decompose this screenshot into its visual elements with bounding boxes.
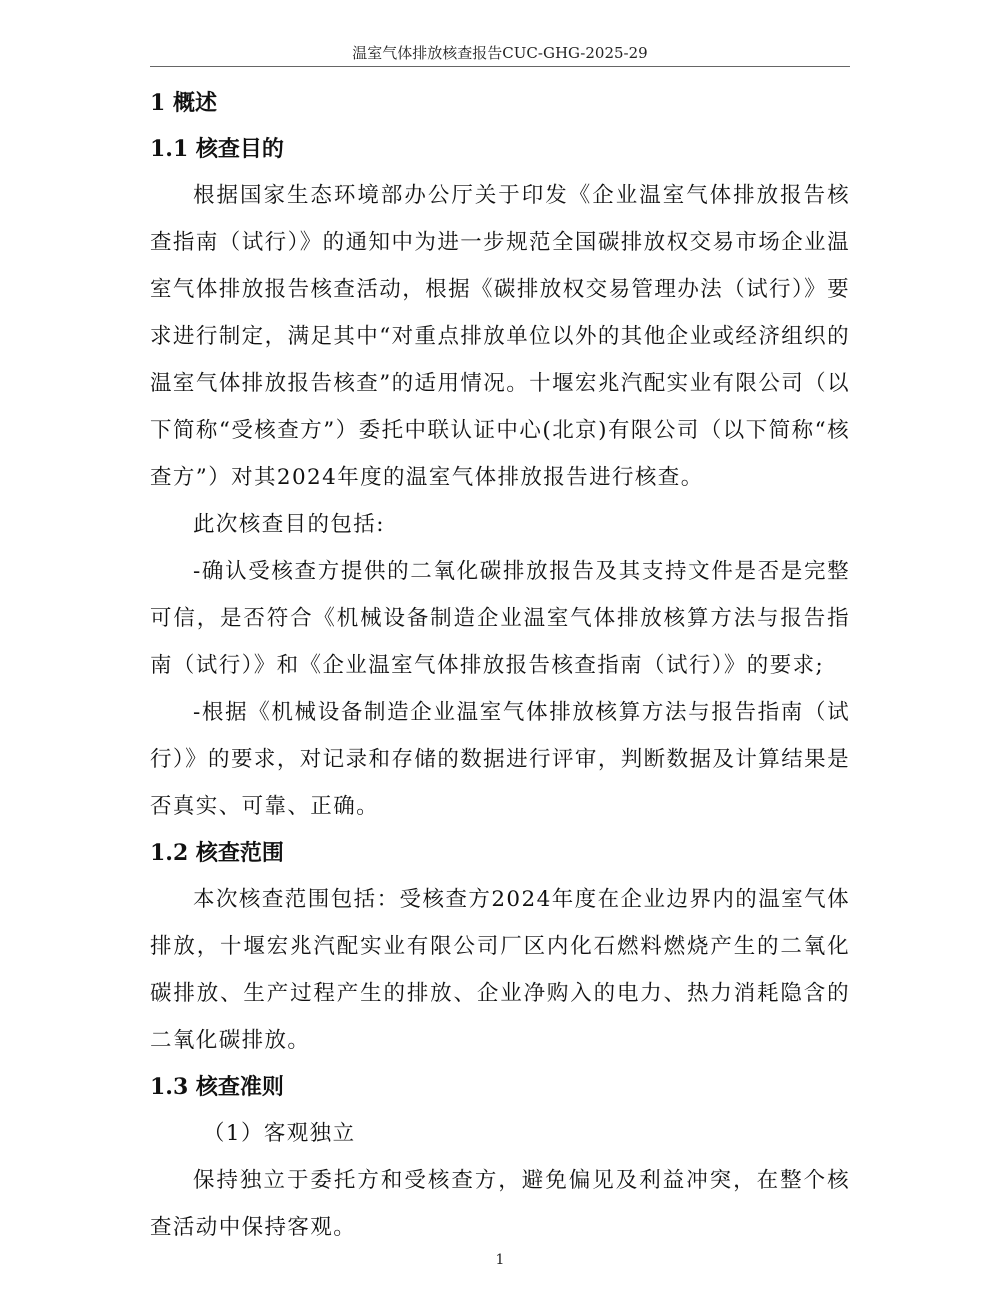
paragraph-purpose-item-1: -确认受核查方提供的二氧化碳排放报告及其支持文件是否是完整可信，是否符合《机械设备制造企业温室气体排放核算方法与报告指南（试行）》和《企业温室气体排放报告核查指南（试行）》的要求; — [150, 559, 850, 678]
paragraph-purpose-list-intro: 此次核查目的包括: — [193, 512, 385, 537]
paragraph-principle-1: 保持独立于委托方和受核查方，避免偏见及利益冲突，在整个核查活动中保持客观。 — [150, 1168, 850, 1240]
paragraph-scope: 本次核查范围包括：受核查方2024年度在企业边界内的温室气体排放，十堰宏兆汽配实业有限公司厂区内化石燃料燃烧产生的二氧化碳排放、生产过程产生的排放、企业净购入的电力、热力消耗隐含的二氧化碳排放。 — [150, 887, 850, 1053]
paragraph-purpose-intro: 根据国家生态环境部办公厅关于印发《企业温室气体排放报告核查指南（试行）》的通知中为进一步规范全国碳排放权交易市场企业温室气体排放报告核查活动，根据《碳排放权交易管理办法（试行）》要求进行制定，满足其中“对重点排放单位以外的其他企业或经济组织的温室气体排放报告核查”的适用情况。十堰宏兆汽配实业有限公司（以下简称“受核查方”）委托中联认证中心(北京)有限公司（以下简称“核查方”）对其2024年度的温室气体排放报告进行核查。 — [150, 183, 850, 490]
running-header: 温室气体排放核查报告CUC-GHG-2025-29 — [352, 44, 648, 62]
section-heading-scope: 1.2 核查范围 — [150, 840, 284, 866]
page-content — [150, 76, 850, 1251]
section-heading-overview: 1 概述 — [150, 90, 217, 116]
paragraph-purpose-item-2: -根据《机械设备制造企业温室气体排放核算方法与报告指南（试行）》的要求，对记录和存储的数据进行评审，判断数据及计算结果是否真实、可靠、正确。 — [150, 700, 850, 819]
section-heading-principles: 1.3 核查准则 — [150, 1074, 284, 1100]
section-heading-purpose: 1.1 核查目的 — [150, 136, 284, 162]
principle-item-1: （1）客观独立 — [203, 1121, 356, 1146]
page-number: 1 — [495, 1252, 505, 1268]
header-divider — [150, 66, 850, 67]
